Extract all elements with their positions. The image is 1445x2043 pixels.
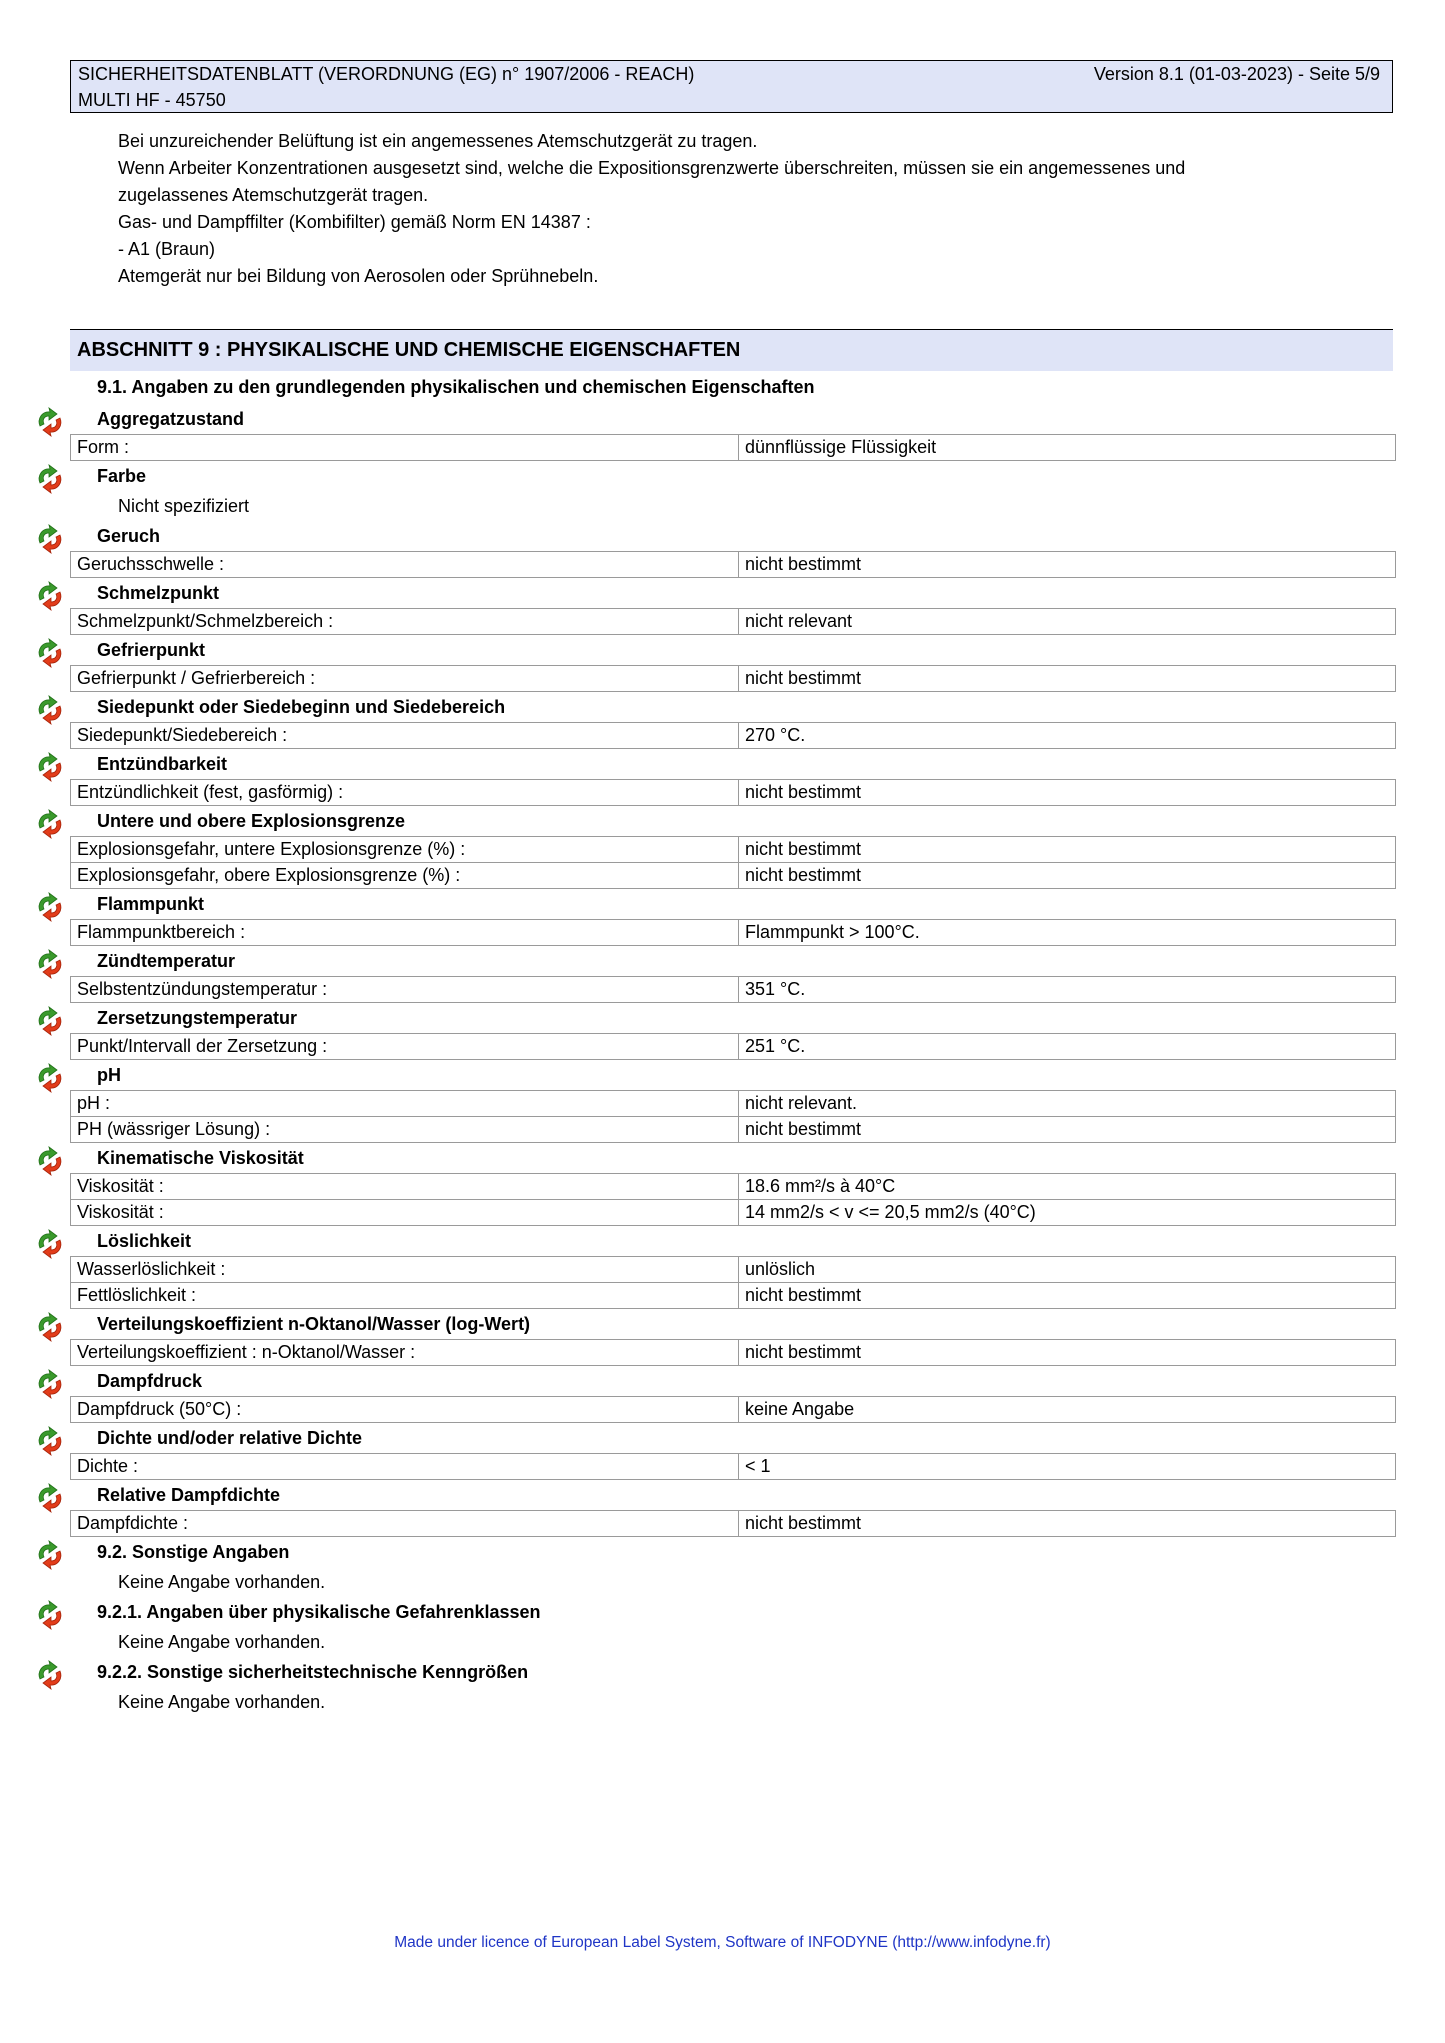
- property-table: [70, 976, 1396, 1003]
- property-value: unlöslich: [739, 1257, 1396, 1283]
- property-heading: [0, 1003, 1445, 1033]
- property-heading-label: Farbe: [97, 466, 147, 486]
- property-value: keine Angabe: [739, 1397, 1396, 1423]
- property-heading: [0, 1366, 1445, 1396]
- property-value: < 1: [739, 1454, 1396, 1480]
- update-arrows-icon: [34, 464, 66, 494]
- property-heading: [0, 1060, 1445, 1090]
- property-value: nicht bestimmt: [739, 1117, 1396, 1143]
- property-heading: [0, 1423, 1445, 1453]
- intro-line: Atemgerät nur bei Bildung von Aerosolen oder Sprühnebeln.: [118, 266, 599, 286]
- property-heading-label: Schmelzpunkt: [97, 583, 220, 603]
- property-value: nicht bestimmt: [739, 552, 1396, 578]
- property-heading-label: Geruch: [97, 526, 161, 546]
- respiratory-protection-text: [118, 128, 1318, 290]
- property-label: Entzündlichkeit (fest, gasförmig) :: [71, 780, 739, 806]
- update-arrows-icon: [34, 1660, 66, 1690]
- property-value: nicht bestimmt: [739, 837, 1396, 863]
- property-table: [70, 1510, 1396, 1537]
- property-heading: [0, 1597, 1445, 1627]
- property-value: dünnflüssige Flüssigkeit: [739, 435, 1396, 461]
- property-table: [70, 1453, 1396, 1480]
- property-heading-label: pH: [97, 1065, 121, 1085]
- property-table: [70, 434, 1396, 461]
- property-table: [70, 1256, 1396, 1309]
- footer-licence: Made under licence of European Label System, Software of INFODYNE (http://www.infodyne.fr): [394, 1934, 1051, 1951]
- property-heading-label: 9.2. Sonstige Angaben: [97, 1542, 290, 1562]
- section-9-content: [0, 371, 1445, 1717]
- property-label: Punkt/Intervall der Zersetzung :: [71, 1034, 739, 1060]
- property-text: Keine Angabe vorhanden.: [118, 1632, 326, 1652]
- table-row: [71, 1200, 1396, 1226]
- table-row: [71, 837, 1396, 863]
- property-heading-label: Zündtemperatur: [97, 951, 236, 971]
- property-heading: [0, 1309, 1445, 1339]
- property-heading-label: Dichte und/oder relative Dichte: [97, 1428, 363, 1448]
- version-page: Version 8.1 (01-03-2023) - Seite 5/9: [1093, 64, 1380, 84]
- table-row: [71, 977, 1396, 1003]
- property-label: Explosionsgefahr, untere Explosionsgrenze (%) :: [71, 837, 739, 863]
- update-arrows-icon: [34, 892, 66, 922]
- update-arrows-icon: [34, 1483, 66, 1513]
- table-row: [71, 1091, 1396, 1117]
- property-heading: [0, 1657, 1445, 1687]
- update-arrows-icon: [34, 949, 66, 979]
- update-arrows-icon: [34, 1312, 66, 1342]
- property-text: Nicht spezifiziert: [118, 496, 250, 516]
- update-arrows-icon: [34, 1426, 66, 1456]
- property-value: nicht bestimmt: [739, 666, 1396, 692]
- product-name: MULTI HF - 45750: [78, 90, 226, 110]
- property-heading-label: Aggregatzustand: [97, 409, 245, 429]
- table-row: [71, 1174, 1396, 1200]
- property-label: Gefrierpunkt / Gefrierbereich :: [71, 666, 739, 692]
- intro-line: Gas- und Dampffilter (Kombifilter) gemäß Norm EN 14387 :: [118, 212, 591, 232]
- table-row: [71, 863, 1396, 889]
- property-label: pH :: [71, 1091, 739, 1117]
- property-heading: [0, 806, 1445, 836]
- section-9-1-subtitle: 9.1. Angaben zu den grundlegenden physikalischen und chemischen Eigenschaften: [97, 377, 815, 397]
- property-label: Dampfdichte :: [71, 1511, 739, 1537]
- property-heading-label: Zersetzungstemperatur: [97, 1008, 298, 1028]
- update-arrows-icon: [34, 1006, 66, 1036]
- property-heading-label: Entzündbarkeit: [97, 754, 228, 774]
- property-label: Fettlöslichkeit :: [71, 1283, 739, 1309]
- property-value: 251 °C.: [739, 1034, 1396, 1060]
- table-row: [71, 1340, 1396, 1366]
- update-arrows-icon: [34, 1369, 66, 1399]
- update-arrows-icon: [34, 1229, 66, 1259]
- property-value: nicht bestimmt: [739, 863, 1396, 889]
- table-row: [71, 780, 1396, 806]
- property-label: Siedepunkt/Siedebereich :: [71, 723, 739, 749]
- property-value: 18.6 mm²/s à 40°C: [739, 1174, 1396, 1200]
- section-9-title: ABSCHNITT 9 : PHYSIKALISCHE UND CHEMISCHE EIGENSCHAFTEN: [70, 329, 1393, 371]
- property-heading: [0, 1480, 1445, 1510]
- property-heading: [0, 749, 1445, 779]
- property-table: [70, 1173, 1396, 1226]
- property-value: Flammpunkt > 100°C.: [739, 920, 1396, 946]
- table-row: [71, 666, 1396, 692]
- property-table: [70, 1396, 1396, 1423]
- intro-line: Bei unzureichender Belüftung ist ein angemessenes Atemschutzgerät zu tragen.: [118, 131, 758, 151]
- table-row: [71, 1454, 1396, 1480]
- property-heading-label: Untere und obere Explosionsgrenze: [97, 811, 406, 831]
- property-value: nicht bestimmt: [739, 1511, 1396, 1537]
- property-heading-label: 9.2.2. Sonstige sicherheitstechnische Kenngrößen: [97, 1662, 529, 1682]
- property-value: nicht bestimmt: [739, 1340, 1396, 1366]
- property-heading-label: Gefrierpunkt: [97, 640, 206, 660]
- property-heading-label: 9.2.1. Angaben über physikalische Gefahrenklassen: [97, 1602, 541, 1622]
- property-table: [70, 1339, 1396, 1366]
- table-row: [71, 1397, 1396, 1423]
- property-value: 14 mm2/s < v <= 20,5 mm2/s (40°C): [739, 1200, 1396, 1226]
- property-heading: [0, 946, 1445, 976]
- table-row: [71, 1117, 1396, 1143]
- property-label: Geruchsschwelle :: [71, 552, 739, 578]
- property-label: Dichte :: [71, 1454, 739, 1480]
- update-arrows-icon: [34, 752, 66, 782]
- property-label: Viskosität :: [71, 1174, 739, 1200]
- property-value: nicht bestimmt: [739, 780, 1396, 806]
- property-text: Keine Angabe vorhanden.: [118, 1572, 326, 1592]
- property-table: [70, 779, 1396, 806]
- table-row: [71, 1511, 1396, 1537]
- intro-line: Wenn Arbeiter Konzentrationen ausgesetzt sind, welche die Expositionsgrenzwerte überschreiten, müssen sie ein angemessenes und: [118, 158, 1186, 178]
- update-arrows-icon: [34, 809, 66, 839]
- property-label: Selbstentzündungstemperatur :: [71, 977, 739, 1003]
- document-header: [70, 60, 1393, 113]
- property-heading: [0, 635, 1445, 665]
- update-arrows-icon: [34, 695, 66, 725]
- update-arrows-icon: [34, 524, 66, 554]
- property-table: [70, 665, 1396, 692]
- update-arrows-icon: [34, 581, 66, 611]
- property-heading-label: Relative Dampfdichte: [97, 1485, 281, 1505]
- update-arrows-icon: [34, 407, 66, 437]
- property-table: [70, 1033, 1396, 1060]
- property-heading: [0, 1226, 1445, 1256]
- table-row: [71, 1257, 1396, 1283]
- property-label: PH (wässriger Lösung) :: [71, 1117, 739, 1143]
- update-arrows-icon: [34, 1600, 66, 1630]
- property-table: [70, 608, 1396, 635]
- property-label: Wasserlöslichkeit :: [71, 1257, 739, 1283]
- property-heading-label: Kinematische Viskosität: [97, 1148, 304, 1168]
- property-heading-label: Löslichkeit: [97, 1231, 192, 1251]
- document-title: SICHERHEITSDATENBLATT (VERORDNUNG (EG) n° 1907/2006 - REACH): [78, 64, 695, 84]
- property-value: nicht relevant: [739, 609, 1396, 635]
- property-label: Viskosität :: [71, 1200, 739, 1226]
- update-arrows-icon: [34, 638, 66, 668]
- property-heading-label: Siedepunkt oder Siedebeginn und Siedebereich: [97, 697, 506, 717]
- property-value: 270 °C.: [739, 723, 1396, 749]
- table-row: [71, 552, 1396, 578]
- property-heading: [0, 889, 1445, 919]
- property-label: Explosionsgefahr, obere Explosionsgrenze (%) :: [71, 863, 739, 889]
- property-heading: [0, 578, 1445, 608]
- property-table: [70, 551, 1396, 578]
- table-row: [71, 723, 1396, 749]
- property-label: Dampfdruck (50°C) :: [71, 1397, 739, 1423]
- property-label: Flammpunktbereich :: [71, 920, 739, 946]
- property-table: [70, 722, 1396, 749]
- table-row: [71, 1283, 1396, 1309]
- property-value: nicht bestimmt: [739, 1283, 1396, 1309]
- property-value: 351 °C.: [739, 977, 1396, 1003]
- property-heading-label: Verteilungskoeffizient n-Oktanol/Wasser (log-Wert): [97, 1314, 531, 1334]
- property-table: [70, 836, 1396, 889]
- update-arrows-icon: [34, 1063, 66, 1093]
- property-table: [70, 1090, 1396, 1143]
- update-arrows-icon: [34, 1146, 66, 1176]
- property-heading: [0, 692, 1445, 722]
- property-label: Verteilungskoeffizient : n-Oktanol/Wasser :: [71, 1340, 739, 1366]
- property-heading: [0, 1537, 1445, 1567]
- table-row: [71, 435, 1396, 461]
- intro-line: zugelassenes Atemschutzgerät tragen.: [118, 185, 429, 205]
- property-label: Schmelzpunkt/Schmelzbereich :: [71, 609, 739, 635]
- property-label: Form :: [71, 435, 739, 461]
- property-heading: [0, 1143, 1445, 1173]
- property-table: [70, 919, 1396, 946]
- property-heading: [0, 461, 1445, 491]
- property-text: Keine Angabe vorhanden.: [118, 1692, 326, 1712]
- table-row: [71, 920, 1396, 946]
- property-heading-label: Flammpunkt: [97, 894, 205, 914]
- property-heading-label: Dampfdruck: [97, 1371, 203, 1391]
- table-row: [71, 1034, 1396, 1060]
- property-heading: [0, 404, 1445, 434]
- property-value: nicht relevant.: [739, 1091, 1396, 1117]
- property-heading: [0, 521, 1445, 551]
- table-row: [71, 609, 1396, 635]
- update-arrows-icon: [34, 1540, 66, 1570]
- intro-line: - A1 (Braun): [118, 239, 216, 259]
